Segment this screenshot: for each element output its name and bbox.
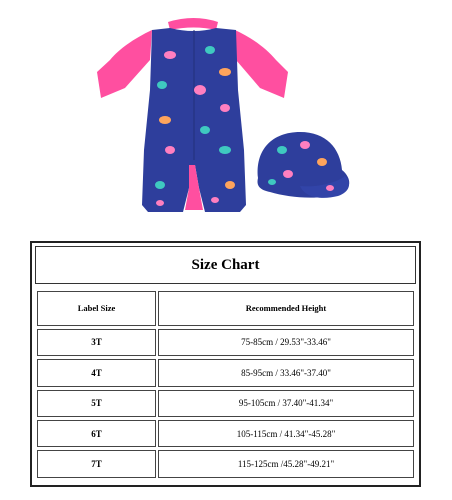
table-header-row xyxy=(37,291,414,326)
height-cell: 105-115cm / 41.34"-45.28" xyxy=(158,420,414,447)
height-cell: 95-105cm / 37.40"-41.34" xyxy=(158,390,414,417)
column-header-label-size: Label Size xyxy=(37,291,156,326)
size-cell: 7T xyxy=(37,450,156,478)
size-cell: 4T xyxy=(37,359,156,386)
table-row xyxy=(37,329,414,356)
column-header-recommended-height: Recommended Height xyxy=(158,291,414,326)
size-cell: 3T xyxy=(37,329,156,356)
sun-hat-image xyxy=(258,132,350,198)
size-table xyxy=(35,288,416,481)
size-cell: 6T xyxy=(37,420,156,447)
height-cell: 75-85cm / 29.53"-33.46" xyxy=(158,329,414,356)
table-row xyxy=(37,390,414,417)
height-cell: 115-125cm /45.28"-49.21" xyxy=(158,450,414,478)
size-chart-title: Size Chart xyxy=(35,246,416,284)
table-row xyxy=(37,450,414,478)
table-row xyxy=(37,420,414,447)
size-cell: 5T xyxy=(37,390,156,417)
table-row xyxy=(37,359,414,386)
size-chart xyxy=(30,241,421,487)
height-cell: 85-95cm / 33.46"-37.40" xyxy=(158,359,414,386)
product-photo xyxy=(0,0,452,232)
